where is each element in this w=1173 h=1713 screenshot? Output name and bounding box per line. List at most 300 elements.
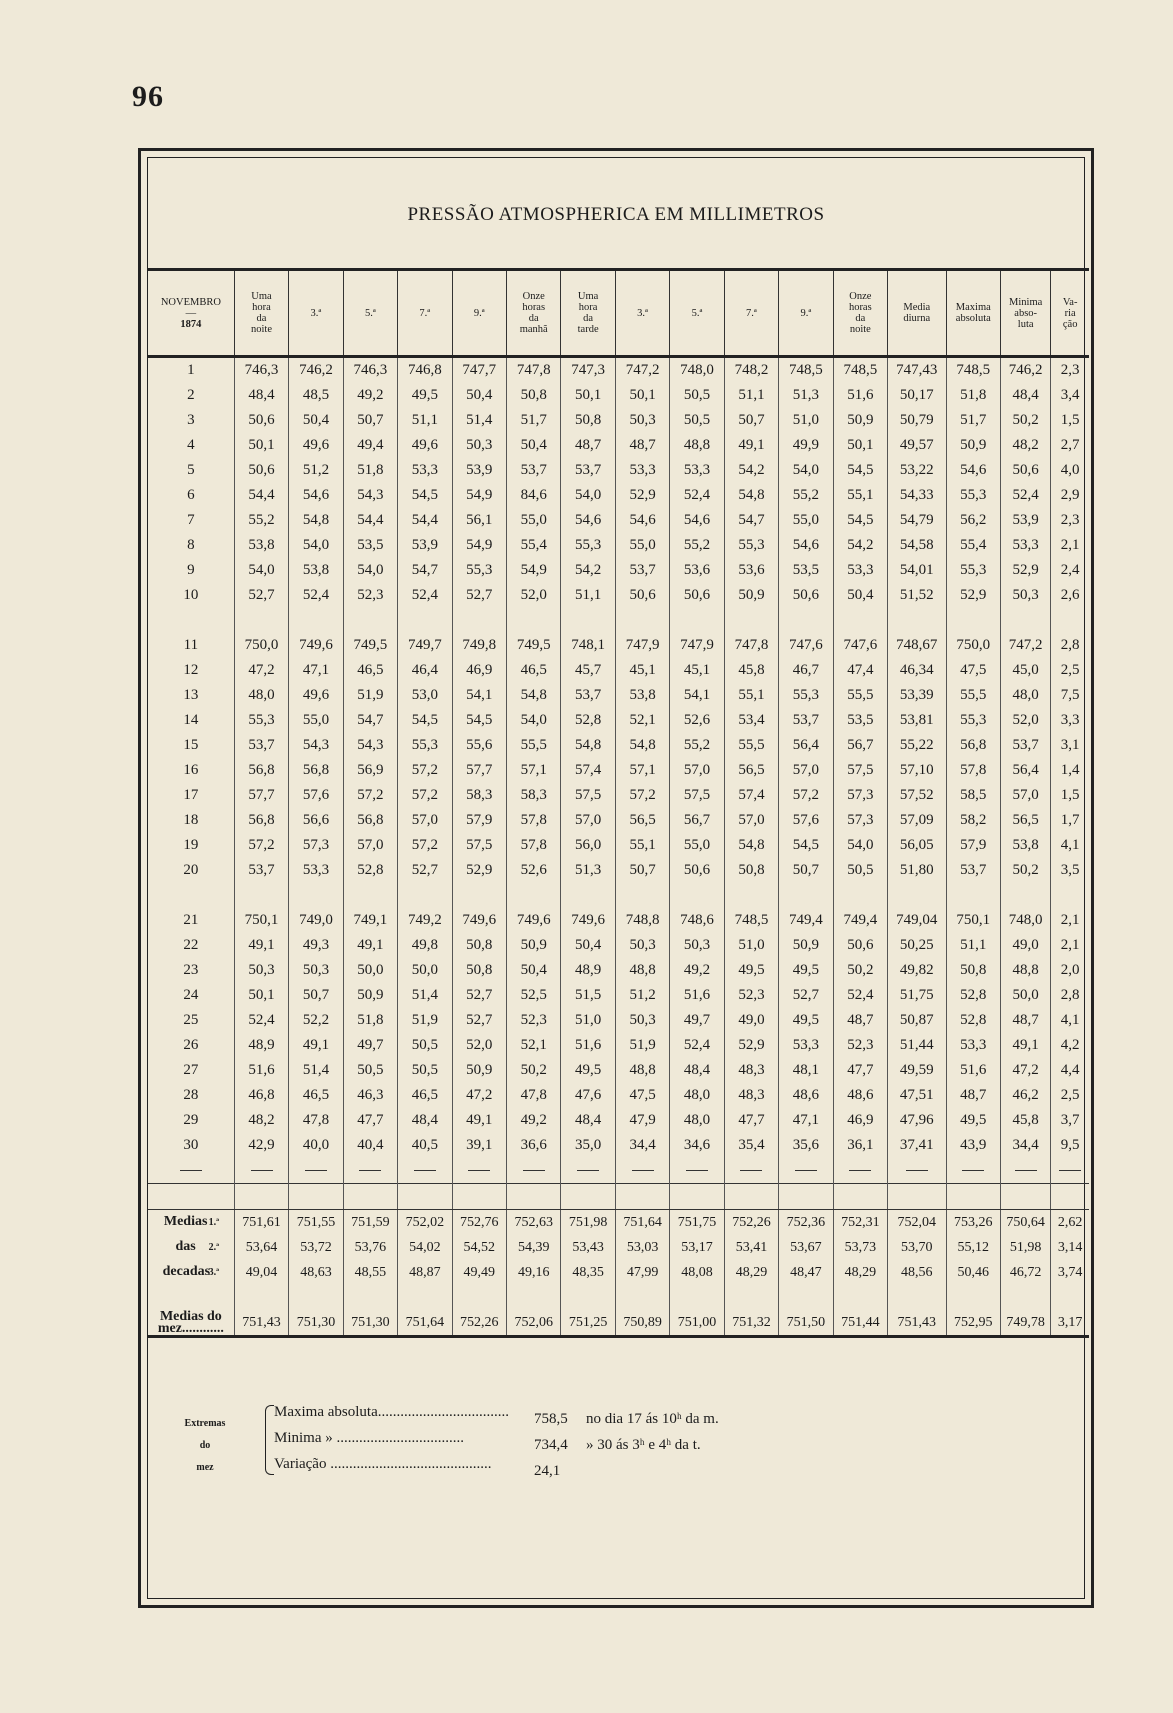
value-cell: 53,8 — [1001, 833, 1051, 858]
value-cell: 52,8 — [946, 983, 1000, 1008]
value-cell: 50,1 — [615, 383, 669, 408]
dash-cell — [234, 1158, 288, 1184]
value-cell: 50,6 — [670, 858, 724, 883]
value-cell: 54,4 — [234, 483, 288, 508]
value-cell: 54,4 — [398, 508, 452, 533]
value-cell: 750,64 — [1001, 1210, 1051, 1236]
value-cell: 51,1 — [724, 383, 778, 408]
value-cell: 48,3 — [724, 1058, 778, 1083]
value-cell: 49,1 — [1001, 1033, 1051, 1058]
value-cell: 52,7 — [779, 983, 833, 1008]
value-cell: 49,5 — [724, 958, 778, 983]
value-cell: 51,3 — [561, 858, 615, 883]
value-cell: 747,8 — [724, 633, 778, 658]
value-cell: 753,26 — [946, 1210, 1000, 1236]
value-cell: 48,29 — [833, 1260, 887, 1285]
value-cell: 54,8 — [561, 733, 615, 758]
extreme-value: 758,5 — [534, 1411, 568, 1427]
value-cell: 52,9 — [946, 583, 1000, 608]
value-cell: 35,0 — [561, 1133, 615, 1158]
value-cell: 47,51 — [888, 1083, 947, 1108]
value-cell: 52,4 — [670, 1033, 724, 1058]
day-cell: 10 — [183, 587, 199, 603]
value-cell: 50,6 — [615, 583, 669, 608]
value-cell: 53,7 — [779, 708, 833, 733]
value-cell: 752,26 — [724, 1210, 778, 1236]
header-col — [452, 270, 506, 357]
value-cell: 50,8 — [452, 958, 506, 983]
value-cell: 57,2 — [615, 783, 669, 808]
value-cell: 54,8 — [724, 833, 778, 858]
value-cell: 37,41 — [888, 1133, 947, 1158]
spacer-cell — [1001, 1184, 1051, 1210]
value-cell: 50,46 — [946, 1260, 1000, 1285]
decade-label-text: das — [175, 1239, 196, 1254]
value-cell: 56,05 — [888, 833, 947, 858]
value-cell: 49,2 — [506, 1108, 560, 1133]
day-cell: 9 — [187, 562, 195, 578]
header-col — [888, 270, 947, 357]
value-cell: 53,5 — [779, 558, 833, 583]
header-col — [561, 270, 615, 357]
value-cell: 49,59 — [888, 1058, 947, 1083]
day-cell: 25 — [183, 1012, 199, 1028]
decade-row — [148, 1235, 1089, 1260]
decade-number: 1.ª — [208, 1217, 220, 1228]
value-cell: 2,5 — [1051, 658, 1089, 683]
value-cell: 45,7 — [561, 658, 615, 683]
value-cell: 50,8 — [946, 958, 1000, 983]
value-cell: 53,8 — [289, 558, 343, 583]
value-cell: 53,9 — [398, 533, 452, 558]
spacer-cell — [946, 608, 1000, 633]
value-cell: 50,25 — [888, 933, 947, 958]
value-cell: 53,72 — [289, 1235, 343, 1260]
value-cell: 52,4 — [1001, 483, 1051, 508]
page-title: PRESSÃO ATMOSPHERICA EM MILLIMETROS — [407, 204, 825, 225]
header-col-line: ção — [1062, 318, 1078, 330]
value-cell: 52,7 — [398, 858, 452, 883]
value-cell: 54,9 — [452, 533, 506, 558]
header-col-line: Uma — [251, 291, 272, 302]
spacer-cell — [670, 1285, 724, 1310]
dash-cell — [452, 1158, 506, 1184]
value-cell: 51,6 — [670, 983, 724, 1008]
spacer-cell — [148, 1184, 234, 1210]
value-cell: 55,3 — [946, 708, 1000, 733]
dash-line — [523, 1170, 545, 1171]
spacer-cell — [1001, 608, 1051, 633]
extreme-min-row — [274, 1427, 701, 1453]
value-cell: 53,64 — [234, 1235, 288, 1260]
value-cell: 746,3 — [234, 357, 288, 384]
value-cell: 51,4 — [289, 1058, 343, 1083]
value-cell: 52,9 — [1001, 558, 1051, 583]
value-cell: 53,81 — [888, 708, 947, 733]
value-cell: 55,5 — [506, 733, 560, 758]
table-row — [148, 908, 1089, 933]
value-cell: 48,4 — [234, 383, 288, 408]
value-cell: 50,5 — [670, 383, 724, 408]
value-cell: 752,04 — [888, 1210, 947, 1236]
header-col — [779, 270, 833, 357]
value-cell: 53,3 — [833, 558, 887, 583]
value-cell: 57,0 — [670, 758, 724, 783]
spacer-cell — [779, 608, 833, 633]
value-cell: 55,6 — [452, 733, 506, 758]
day-cell: 1 — [187, 362, 195, 378]
value-cell: 57,2 — [398, 833, 452, 858]
value-cell: 52,4 — [289, 583, 343, 608]
dash-cell — [561, 1158, 615, 1184]
value-cell: 46,9 — [833, 1108, 887, 1133]
table-row — [148, 833, 1089, 858]
spacer-cell — [946, 1184, 1000, 1210]
value-cell: 54,6 — [615, 508, 669, 533]
value-cell: 57,1 — [506, 758, 560, 783]
value-cell: 751,32 — [724, 1310, 778, 1337]
value-cell: 50,5 — [343, 1058, 397, 1083]
dash-cell — [670, 1158, 724, 1184]
value-cell: 54,6 — [289, 483, 343, 508]
value-cell: 54,5 — [452, 708, 506, 733]
value-cell: 48,7 — [561, 433, 615, 458]
header-col-line: horas — [522, 302, 546, 313]
value-cell: 57,4 — [724, 783, 778, 808]
value-cell: 748,1 — [561, 633, 615, 658]
dash-cell — [398, 1158, 452, 1184]
table-row — [148, 983, 1089, 1008]
value-cell: 50,1 — [234, 983, 288, 1008]
value-cell: 46,5 — [506, 658, 560, 683]
spacer-cell — [234, 608, 288, 633]
spacer-cell — [615, 883, 669, 908]
value-cell: 52,9 — [615, 483, 669, 508]
value-cell: 54,0 — [234, 558, 288, 583]
value-cell: 48,8 — [615, 958, 669, 983]
header-col — [289, 270, 343, 357]
value-cell: 747,8 — [506, 357, 560, 384]
value-cell: 48,56 — [888, 1260, 947, 1285]
value-cell: 53,3 — [1001, 533, 1051, 558]
value-cell: 749,7 — [398, 633, 452, 658]
spacer-cell — [670, 1184, 724, 1210]
value-cell: 56,5 — [1001, 808, 1051, 833]
decade-label — [148, 1210, 234, 1236]
value-cell: 747,9 — [615, 633, 669, 658]
value-cell: 50,0 — [343, 958, 397, 983]
value-cell: 45,1 — [615, 658, 669, 683]
value-cell: 47,99 — [615, 1260, 669, 1285]
value-cell: 2,0 — [1051, 958, 1089, 983]
decade-number: 3.ª — [208, 1267, 220, 1278]
value-cell: 3,1 — [1051, 733, 1089, 758]
value-cell: 748,5 — [724, 908, 778, 933]
value-cell: 50,5 — [670, 408, 724, 433]
value-cell: 46,34 — [888, 658, 947, 683]
header-col — [343, 270, 397, 357]
header-col — [506, 270, 560, 357]
header-col — [398, 270, 452, 357]
value-cell: 48,5 — [289, 383, 343, 408]
value-cell: 50,0 — [1001, 983, 1051, 1008]
value-cell: 48,0 — [234, 683, 288, 708]
spacer-cell — [398, 1184, 452, 1210]
value-cell: 748,0 — [670, 357, 724, 384]
value-cell: 749,4 — [779, 908, 833, 933]
value-cell: 52,4 — [398, 583, 452, 608]
value-cell: 50,79 — [888, 408, 947, 433]
value-cell: 54,6 — [779, 533, 833, 558]
value-cell: 52,7 — [452, 583, 506, 608]
value-cell: 55,5 — [946, 683, 1000, 708]
value-cell: 50,5 — [398, 1058, 452, 1083]
value-cell: 48,8 — [1001, 958, 1051, 983]
table-frame — [138, 148, 1094, 1608]
value-cell: 57,0 — [779, 758, 833, 783]
dash-line — [251, 1170, 273, 1171]
value-cell: 52,1 — [506, 1033, 560, 1058]
value-cell: 50,9 — [343, 983, 397, 1008]
value-cell: 34,4 — [615, 1133, 669, 1158]
value-cell: 54,6 — [561, 508, 615, 533]
value-cell: 1,7 — [1051, 808, 1089, 833]
value-cell: 46,9 — [452, 658, 506, 683]
value-cell: 51,0 — [779, 408, 833, 433]
header-col-line: da — [256, 313, 267, 324]
spacer-cell — [506, 608, 560, 633]
spacer-cell — [779, 1285, 833, 1310]
month-means-label — [148, 1310, 234, 1337]
value-cell: 50,4 — [506, 433, 560, 458]
value-cell: 4,1 — [1051, 1008, 1089, 1033]
value-cell: 47,8 — [506, 1083, 560, 1108]
spacer-cell — [148, 1285, 234, 1310]
spacer-cell — [506, 1184, 560, 1210]
value-cell: 750,0 — [946, 633, 1000, 658]
spacer-cell — [615, 1285, 669, 1310]
header-col-line: 7.ª — [746, 307, 757, 319]
value-cell: 751,64 — [398, 1310, 452, 1337]
value-cell: 4,1 — [1051, 833, 1089, 858]
value-cell: 57,10 — [888, 758, 947, 783]
day-cell: 4 — [187, 437, 195, 453]
value-cell: 53,43 — [561, 1235, 615, 1260]
table-row — [148, 783, 1089, 808]
value-cell: 49,82 — [888, 958, 947, 983]
spacer-cell — [343, 1184, 397, 1210]
value-cell: 47,96 — [888, 1108, 947, 1133]
value-cell: 49,9 — [779, 433, 833, 458]
header-col-line: Onze — [849, 291, 872, 302]
value-cell: 47,2 — [452, 1083, 506, 1108]
table-frame-inner — [147, 157, 1085, 1599]
value-cell: 49,5 — [946, 1108, 1000, 1133]
value-cell: 48,6 — [833, 1083, 887, 1108]
dash-line — [359, 1170, 381, 1171]
value-cell: 751,44 — [833, 1310, 887, 1337]
dash-line — [180, 1170, 202, 1171]
value-cell: 748,5 — [946, 357, 1000, 384]
value-cell: 52,5 — [506, 983, 560, 1008]
value-cell: 52,6 — [506, 858, 560, 883]
value-cell: 50,8 — [561, 408, 615, 433]
value-cell: 55,2 — [234, 508, 288, 533]
spacer-cell — [234, 1184, 288, 1210]
value-cell: 57,8 — [506, 808, 560, 833]
spacer-cell — [833, 883, 887, 908]
value-cell: 4,0 — [1051, 458, 1089, 483]
header-dash: — — [185, 307, 197, 319]
value-cell: 54,3 — [343, 483, 397, 508]
spacer-cell — [234, 883, 288, 908]
value-cell: 54,2 — [833, 533, 887, 558]
extremes-label-line: Extremas — [184, 1418, 226, 1429]
value-cell: 2,3 — [1051, 508, 1089, 533]
value-cell: 53,7 — [234, 733, 288, 758]
value-cell: 50,6 — [1001, 458, 1051, 483]
value-cell: 53,7 — [561, 458, 615, 483]
value-cell: 55,1 — [833, 483, 887, 508]
table-row — [148, 708, 1089, 733]
value-cell: 56,5 — [615, 808, 669, 833]
value-cell: 50,9 — [506, 933, 560, 958]
value-cell: 46,7 — [779, 658, 833, 683]
value-cell: 752,76 — [452, 1210, 506, 1236]
table-row — [148, 458, 1089, 483]
value-cell: 749,6 — [452, 908, 506, 933]
value-cell: 56,4 — [1001, 758, 1051, 783]
spacer-cell — [779, 883, 833, 908]
extreme-value: 24,1 — [534, 1463, 561, 1479]
day-cell: 16 — [183, 762, 199, 778]
value-cell: 3,17 — [1051, 1310, 1089, 1337]
header-col-line: noite — [251, 324, 272, 335]
value-cell: 54,33 — [888, 483, 947, 508]
value-cell: 751,30 — [289, 1310, 343, 1337]
extreme-value: 734,4 — [534, 1437, 568, 1453]
value-cell: 51,6 — [234, 1058, 288, 1083]
value-cell: 49,7 — [343, 1033, 397, 1058]
spacer-cell — [289, 608, 343, 633]
header-col — [833, 270, 887, 357]
value-cell: 54,7 — [724, 508, 778, 533]
day-cell: 7 — [187, 512, 195, 528]
value-cell: 750,89 — [615, 1310, 669, 1337]
value-cell: 55,3 — [452, 558, 506, 583]
dash-line — [1059, 1170, 1081, 1171]
table-row — [148, 508, 1089, 533]
value-cell: 748,5 — [779, 357, 833, 384]
value-cell: 55,3 — [561, 533, 615, 558]
value-cell: 50,6 — [234, 408, 288, 433]
value-cell: 50,6 — [670, 583, 724, 608]
table-row — [148, 758, 1089, 783]
value-cell: 57,9 — [452, 808, 506, 833]
value-cell: 751,75 — [670, 1210, 724, 1236]
value-cell: 746,2 — [1001, 357, 1051, 384]
value-cell: 4,2 — [1051, 1033, 1089, 1058]
value-cell: 54,52 — [452, 1235, 506, 1260]
value-cell: 46,5 — [343, 658, 397, 683]
value-cell: 54,6 — [670, 508, 724, 533]
value-cell: 49,7 — [670, 1008, 724, 1033]
spacer-cell — [289, 1184, 343, 1210]
value-cell: 55,1 — [615, 833, 669, 858]
value-cell: 752,02 — [398, 1210, 452, 1236]
day-cell: 8 — [187, 537, 195, 553]
value-cell: 50,6 — [779, 583, 833, 608]
value-cell: 57,0 — [343, 833, 397, 858]
value-cell: 2,8 — [1051, 633, 1089, 658]
value-cell: 49,1 — [452, 1108, 506, 1133]
value-cell: 3,3 — [1051, 708, 1089, 733]
day-cell: 29 — [183, 1112, 199, 1128]
spacer-cell — [946, 1285, 1000, 1310]
value-cell: 52,1 — [615, 708, 669, 733]
value-cell: 47,6 — [561, 1083, 615, 1108]
value-cell: 49,0 — [1001, 933, 1051, 958]
value-cell: 42,9 — [234, 1133, 288, 1158]
value-cell: 57,7 — [234, 783, 288, 808]
value-cell: 54,3 — [289, 733, 343, 758]
value-cell: 751,25 — [561, 1310, 615, 1337]
value-cell: 34,4 — [1001, 1133, 1051, 1158]
value-cell: 52,7 — [452, 1008, 506, 1033]
value-cell: 49,6 — [289, 433, 343, 458]
value-cell: 57,5 — [452, 833, 506, 858]
value-cell: 48,4 — [670, 1058, 724, 1083]
value-cell: 50,9 — [833, 408, 887, 433]
value-cell: 50,4 — [289, 408, 343, 433]
value-cell: 4,4 — [1051, 1058, 1089, 1083]
value-cell: 51,7 — [506, 408, 560, 433]
value-cell: 84,6 — [506, 483, 560, 508]
value-cell: 53,67 — [779, 1235, 833, 1260]
value-cell: 55,5 — [724, 733, 778, 758]
value-cell: 54,5 — [779, 833, 833, 858]
value-cell: 50,3 — [615, 933, 669, 958]
value-cell: 51,8 — [343, 1008, 397, 1033]
value-cell: 52,8 — [561, 708, 615, 733]
value-cell: 49,6 — [398, 433, 452, 458]
value-cell: 52,4 — [234, 1008, 288, 1033]
value-cell: 58,5 — [946, 783, 1000, 808]
value-cell: 50,3 — [289, 958, 343, 983]
spacer-cell — [452, 883, 506, 908]
value-cell: 52,2 — [289, 1008, 343, 1033]
day-cell: 24 — [183, 987, 199, 1003]
day-cell: 12 — [183, 662, 199, 678]
value-cell: 57,3 — [289, 833, 343, 858]
dash-cell — [946, 1158, 1000, 1184]
value-cell: 50,3 — [615, 1008, 669, 1033]
value-cell: 55,22 — [888, 733, 947, 758]
value-cell: 53,3 — [779, 1033, 833, 1058]
header-col-line: 9.ª — [800, 307, 812, 319]
value-cell: 55,0 — [506, 508, 560, 533]
value-cell: 57,52 — [888, 783, 947, 808]
day-cell: 2 — [187, 387, 195, 403]
header-col — [234, 270, 288, 357]
header-col-line: manhã — [519, 324, 548, 335]
value-cell: 3,4 — [1051, 383, 1089, 408]
value-cell: 54,8 — [615, 733, 669, 758]
decade-label-text: decadas — [162, 1264, 211, 1279]
value-cell: 751,00 — [670, 1310, 724, 1337]
value-cell: 53,7 — [506, 458, 560, 483]
decade-row — [148, 1210, 1089, 1236]
